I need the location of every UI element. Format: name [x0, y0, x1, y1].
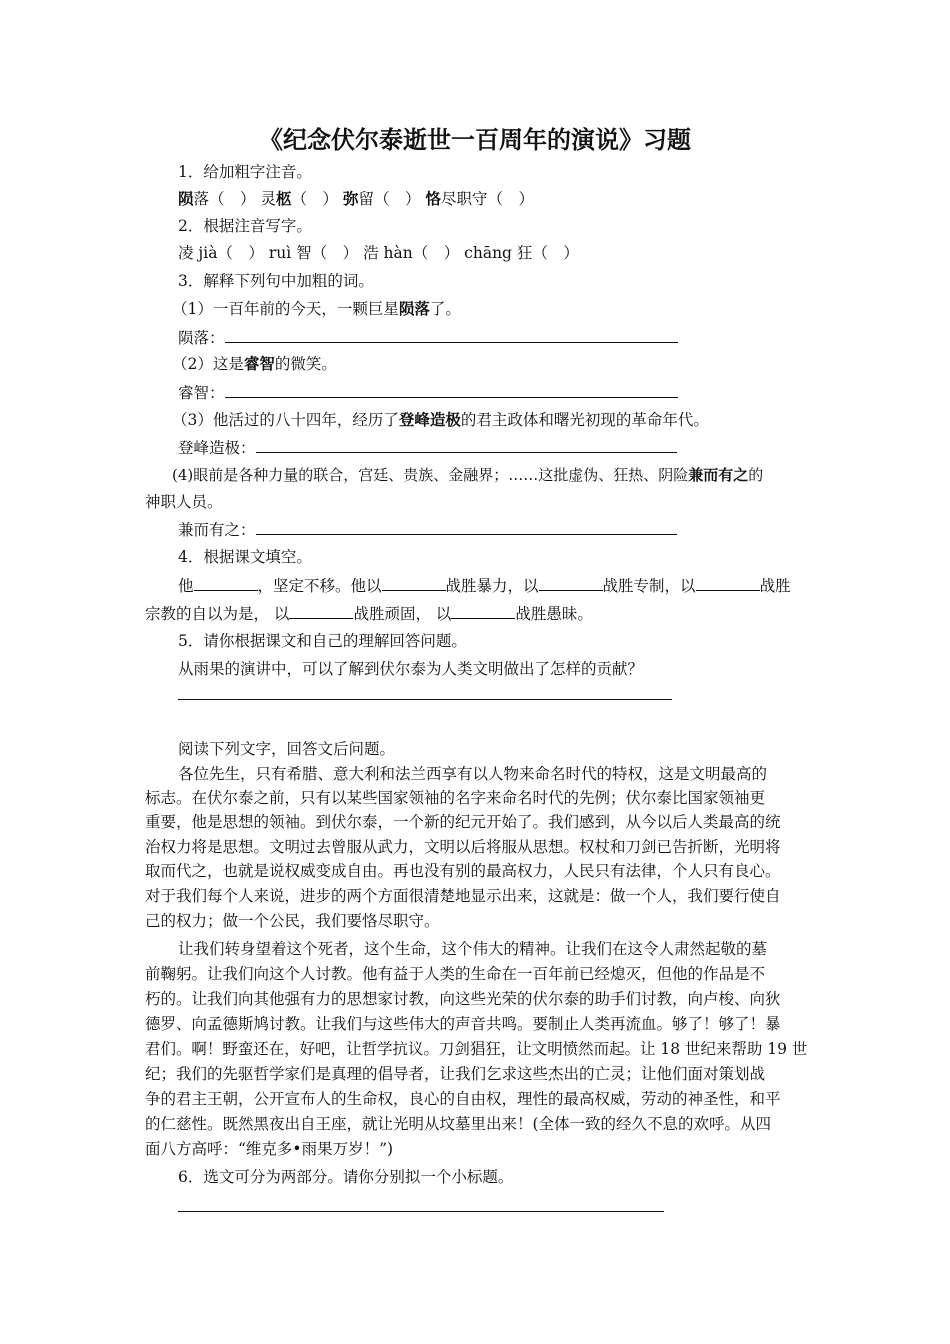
q1-item2-rest: （ ） — [291, 190, 339, 208]
q1-items — [178, 188, 534, 210]
answer-line[interactable] — [256, 518, 677, 535]
q3-s3-pre: （3）他活过的八十四年，经历了 — [172, 411, 399, 429]
q1-item1-bold: 陨 — [178, 189, 194, 208]
q2-item4: chāng 狂（ ） — [464, 244, 579, 262]
para1-line: 各位先生，只有希腊、意大利和法兰西享有以人物来命名时代的特权，这是文明最高的 — [178, 765, 768, 783]
q3-s1-post: 了。 — [429, 300, 461, 318]
q3-sentence2 — [172, 353, 337, 375]
para2-line: 的仁慈性。既然黑夜出自王座，就让光明从坟墓里出来！(全体一致的经久不息的欢呼。从四 — [145, 1115, 772, 1133]
para2-line: 争的君主王朝，公开宣布人的生命权，良心的自由权，理性的最高权威，劳动的神圣性，和平 — [145, 1090, 781, 1108]
q3-answer1 — [178, 326, 678, 349]
q3-answer4 — [178, 518, 677, 541]
q1-item3-bold: 弥 — [342, 189, 359, 208]
q2-item1: 凌 jià（ ） — [178, 244, 264, 262]
q3-s4-pre: (4)眼前是各种力量的联合，宫廷、贵族、金融界；……这批虚伪、狂热、阴险 — [172, 466, 689, 484]
q4-text: 宗教的自以为是， 以 — [145, 605, 290, 623]
q3-answer2 — [178, 381, 678, 404]
para2-line: 让我们转身望着这个死者，这个生命，这个伟大的精神。让我们在这令人肃然起敬的墓 — [178, 940, 768, 958]
q2-item3: 浩 hàn（ ） — [363, 244, 460, 262]
q3-a1-label: 陨落： — [178, 329, 225, 347]
q4-text: 战胜愚昧。 — [515, 605, 593, 623]
q4-text: ，坚定不移。他以 — [257, 577, 382, 595]
para1-line: 治权力将是思想。文明过去曾服从武力，文明以后将服从思想。权杖和刀剑已告折断，光明将 — [145, 838, 781, 856]
answer-line[interactable] — [256, 436, 677, 453]
q1-item4-bold: 恪 — [425, 189, 441, 208]
q3-a2-label: 睿智： — [178, 384, 225, 402]
para2-line: 德罗、向孟德斯鸠讨教。让我们与这些伟大的声音共鸣。要制止人类再流血。够了！够了！暴 — [145, 1015, 781, 1033]
q3-s2-bold: 睿智 — [243, 354, 275, 373]
q3-answer3 — [178, 436, 677, 459]
fill-blank[interactable] — [696, 574, 760, 591]
q3-s4-bold: 兼而有之 — [688, 466, 749, 484]
answer-line[interactable] — [178, 1211, 664, 1212]
q1-item3-rest: 留（ ） — [358, 190, 421, 208]
q5-question: 从雨果的演讲中，可以了解到伏尔泰为人类文明做出了怎样的贡献？ — [178, 660, 644, 678]
para2-line: 面八方高呼：“维克多•雨果万岁！”) — [145, 1140, 394, 1158]
para1-line: 取而代之，也就是说权威变成自由。再也没有别的最高权力，人民只有法律，个人只有良心。 — [145, 862, 781, 880]
q3-sentence3 — [172, 409, 709, 431]
q1-item2-pre: 灵 — [260, 190, 276, 208]
q3-a3-label: 登峰造极： — [178, 439, 256, 457]
q3-sentence4 — [172, 464, 763, 486]
para2-line: 纪；我们的先驱哲学家们是真理的倡导者，让我们乞求这些杰出的亡灵；让他们面对策划战 — [145, 1065, 766, 1083]
q6-prompt: 6．选文可分为两部分。请你分别拟一个小标题。 — [178, 1168, 514, 1186]
q3-sentence4-line2: 神职人员。 — [145, 493, 223, 511]
fill-blank[interactable] — [382, 574, 446, 591]
answer-line[interactable] — [178, 699, 672, 700]
q1-item1-rest: 落（ ） — [193, 190, 256, 208]
q1-item4-rest: 尽职守（ ） — [440, 190, 534, 208]
q3-s2-pre: （2）这是 — [172, 355, 244, 373]
q3-s1-pre: （1）一百年前的今天，一颗巨星 — [172, 300, 399, 318]
reading-intro: 阅读下列文字，回答文后问题。 — [178, 740, 396, 758]
para2-line: 前鞠躬。让我们向这个人讨教。他有益于人类的生命在一百年前已经熄灭，但他的作品是不 — [145, 965, 766, 983]
answer-line[interactable] — [225, 326, 678, 343]
answer-line[interactable] — [225, 381, 678, 398]
document-title: 《纪念伏尔泰逝世一百周年的演说》习题 — [259, 125, 691, 154]
q4-text: 战胜暴力，以 — [445, 577, 539, 595]
fill-blank[interactable] — [539, 574, 603, 591]
q3-s4-post: 的 — [748, 466, 764, 484]
q5-prompt: 5．请你根据课文和自己的理解回答问题。 — [178, 632, 467, 650]
q3-a4-label: 兼而有之： — [178, 521, 256, 539]
q4-text: 他 — [178, 577, 194, 595]
q3-s3-post: 的君主政体和曙光初现的革命年代。 — [460, 411, 709, 429]
q1-prompt: 1．给加粗字注音。 — [178, 163, 312, 181]
para2-line: 君们。啊！野蛮还在，好吧，让哲学抗议。刀剑猖狂，让文明愤然而起。让 18 世纪来帮助 19 世 — [145, 1040, 808, 1058]
para1-line: 己的权力；做一个公民，我们要恪尽职守。 — [145, 912, 440, 930]
q4-text: 战胜 — [759, 577, 791, 595]
q3-s1-bold: 陨落 — [398, 299, 430, 318]
q2-items — [178, 242, 579, 264]
fill-blank[interactable] — [451, 602, 515, 619]
fill-blank[interactable] — [289, 602, 353, 619]
para1-line: 重要，他是思想的领袖。到伏尔泰，一个新的纪元开始了。我们感到，从今以后人类最高的统 — [145, 813, 781, 831]
q3-sentence1 — [172, 298, 461, 320]
q4-prompt: 4．根据课文填空。 — [178, 548, 312, 566]
q3-s3-bold: 登峰造极 — [398, 410, 461, 429]
q3-s2-post: 的微笑。 — [274, 355, 337, 373]
q4-line1 — [178, 574, 791, 597]
q1-item2-bold: 柩 — [275, 189, 292, 208]
q4-line2 — [145, 602, 593, 625]
fill-blank[interactable] — [194, 574, 258, 591]
q2-item2: ruì 智（ ） — [268, 244, 359, 262]
q2-prompt: 2．根据注音写字。 — [178, 217, 312, 235]
para1-line: 标志。在伏尔泰之前，只有以某些国家领袖的名字来命名时代的先例；伏尔泰比国家领袖更 — [145, 789, 766, 807]
q3-prompt: 3．解释下列句中加粗的词。 — [178, 272, 374, 290]
q4-text: 战胜顽固， 以 — [353, 605, 452, 623]
q4-text: 战胜专制，以 — [602, 577, 696, 595]
para1-line: 对于我们每个人来说，进步的两个方面很清楚地显示出来，这就是：做一个人，我们要行使自 — [145, 887, 781, 905]
para2-line: 朽的。让我们向其他强有力的思想家讨教，向这些光荣的伏尔泰的助手们讨教，向卢梭、向狄 — [145, 990, 781, 1008]
